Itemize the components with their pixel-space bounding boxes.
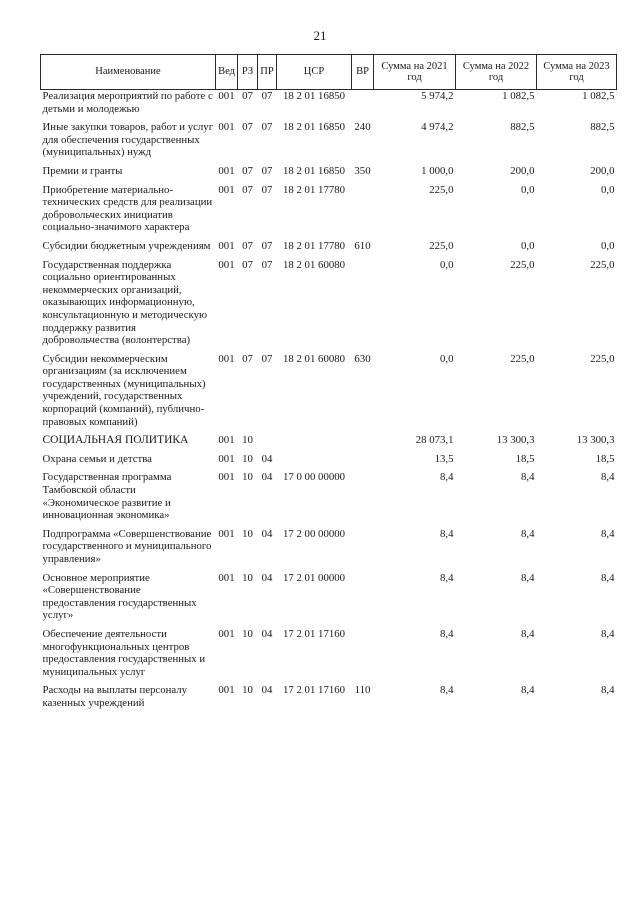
cell-sum-2021: 4 974,2 — [421, 121, 454, 134]
cell-rz: 10 — [242, 452, 253, 465]
cell-csr: 17 0 00 00000 — [282, 471, 346, 484]
cell-pr: 04 — [261, 471, 273, 484]
cell-sum-2023: 1 082,5 — [582, 90, 615, 102]
cell-sum-2023: 8,4 — [601, 527, 615, 540]
header-name: Наименование — [41, 55, 216, 90]
cell-sum-2021: 0,0 — [440, 258, 454, 271]
cell-rz: 10 — [242, 434, 253, 447]
cell-ved: 001 — [218, 452, 235, 465]
cell-pr: 04 — [261, 627, 273, 640]
cell-sum-2023: 8,4 — [601, 571, 615, 584]
cell-ved: 001 — [218, 352, 235, 365]
cell-sum-2022: 200,0 — [510, 164, 535, 177]
cell-name: Основное мероприятие «Совершенствование предоставления государственных услуг» — [42, 571, 197, 622]
cell-ved: 001 — [218, 239, 235, 252]
cell-sum-2021: 8,4 — [440, 471, 454, 484]
budget-table — [40, 54, 617, 716]
cell-vr: 610 — [354, 239, 371, 252]
cell-ved: 001 — [218, 434, 235, 447]
cell-name: Реализация мероприятий по работе с детьми и молодежью — [42, 90, 213, 115]
cell-ved: 001 — [218, 90, 235, 102]
cell-sum-2021: 8,4 — [440, 684, 454, 697]
table-row — [41, 572, 617, 628]
cell-pr: 07 — [261, 183, 273, 196]
cell-vr: 110 — [354, 684, 371, 697]
cell-sum-2021: 13,5 — [434, 452, 454, 465]
cell-csr: 17 2 01 00000 — [282, 571, 346, 584]
cell-ved: 001 — [218, 527, 235, 540]
cell-rz: 07 — [242, 90, 253, 102]
cell-name: СОЦИАЛЬНАЯ ПОЛИТИКА — [42, 434, 189, 447]
cell-pr: 07 — [261, 121, 273, 134]
cell-sum-2021: 8,4 — [440, 527, 454, 540]
cell-sum-2022: 8,4 — [521, 627, 535, 640]
cell-name: Подпрограмма «Совершенствование государственного и муниципального управления» — [42, 527, 212, 565]
header-pr: ПР — [258, 55, 277, 90]
cell-sum-2021: 225,0 — [429, 183, 454, 196]
cell-pr: 07 — [261, 352, 273, 365]
cell-sum-2023: 8,4 — [601, 627, 615, 640]
cell-vr: 350 — [354, 164, 371, 177]
cell-sum-2022: 0,0 — [521, 183, 535, 196]
cell-pr: 04 — [261, 684, 273, 697]
cell-sum-2021: 1 000,0 — [421, 164, 454, 177]
cell-sum-2022: 0,0 — [521, 239, 535, 252]
cell-vr — [352, 628, 374, 684]
table-row — [41, 434, 617, 453]
cell-sum-2022: 8,4 — [521, 527, 535, 540]
cell-vr — [352, 184, 374, 240]
cell-csr: 18 2 01 60080 — [282, 352, 346, 365]
cell-csr: 18 2 01 16850 — [282, 90, 346, 102]
cell-vr: 240 — [354, 121, 371, 134]
cell-sum-2022: 225,0 — [510, 352, 535, 365]
table-row — [41, 259, 617, 353]
cell-sum-2023: 225,0 — [590, 258, 615, 271]
header-sum-2022: Сумма на 2022 год — [456, 55, 537, 90]
cell-csr: 18 2 01 60080 — [282, 258, 346, 271]
cell-sum-2022: 225,0 — [510, 258, 535, 271]
cell-vr — [352, 572, 374, 628]
cell-vr — [352, 90, 374, 122]
cell-sum-2021: 225,0 — [429, 239, 454, 252]
cell-sum-2023: 225,0 — [590, 352, 615, 365]
table-row — [41, 453, 617, 472]
cell-pr: 04 — [261, 571, 273, 584]
cell-name: Субсидии некоммерческим организациям (за исключением государственных (муниципальных) учреждений, государственных корпораций (компаний), публично-правовых компаний) — [42, 352, 206, 428]
cell-rz: 07 — [242, 352, 253, 365]
table-row — [41, 121, 617, 165]
cell-csr: 18 2 01 16850 — [282, 164, 346, 177]
cell-ved: 001 — [218, 164, 235, 177]
cell-sum-2022: 8,4 — [521, 571, 535, 584]
header-sum-2021: Сумма на 2021 год — [374, 55, 456, 90]
cell-pr: 07 — [261, 258, 273, 271]
cell-name: Государственная поддержка социально ориентированных некоммерческих организаций, оказывающих информационную, консультационную и методическую поддержку развития добровольчества (волонтерства) — [42, 258, 208, 347]
cell-csr — [277, 434, 352, 453]
cell-name: Расходы на выплаты персоналу казенных учреждений — [42, 684, 188, 709]
page-number: 21 — [313, 28, 327, 43]
table-row — [41, 90, 617, 122]
cell-pr: 07 — [261, 239, 273, 252]
cell-ved: 001 — [218, 258, 235, 271]
cell-sum-2023: 882,5 — [590, 121, 615, 134]
cell-name: Премии и гранты — [42, 164, 123, 177]
cell-sum-2023: 8,4 — [601, 684, 615, 697]
cell-sum-2022: 8,4 — [521, 684, 535, 697]
cell-rz: 10 — [242, 627, 253, 640]
cell-csr — [277, 453, 352, 472]
cell-rz: 10 — [242, 471, 253, 484]
cell-vr: 630 — [354, 352, 371, 365]
table-row — [41, 165, 617, 184]
cell-sum-2022: 8,4 — [521, 471, 535, 484]
table-header-row — [41, 55, 617, 90]
header-csr: ЦСР — [277, 55, 352, 90]
cell-pr: 07 — [261, 90, 273, 102]
header-vr: ВР — [352, 55, 374, 90]
cell-pr: 04 — [261, 527, 273, 540]
cell-name: Иные закупки товаров, работ и услуг для обеспечения государственных (муниципальных) нужд — [42, 121, 214, 159]
cell-ved: 001 — [218, 471, 235, 484]
cell-sum-2023: 0,0 — [601, 239, 615, 252]
table-row — [41, 628, 617, 684]
cell-pr: 07 — [261, 164, 273, 177]
table-row — [41, 471, 617, 527]
cell-csr: 17 2 00 00000 — [282, 527, 346, 540]
cell-sum-2023: 0,0 — [601, 183, 615, 196]
cell-csr: 18 2 01 17780 — [282, 183, 346, 196]
cell-ved: 001 — [218, 571, 235, 584]
cell-rz: 07 — [242, 239, 253, 252]
cell-ved: 001 — [218, 627, 235, 640]
table-row — [41, 528, 617, 572]
cell-sum-2021: 8,4 — [440, 627, 454, 640]
cell-sum-2023: 13 300,3 — [576, 434, 615, 447]
cell-vr — [352, 453, 374, 472]
cell-sum-2021: 28 073,1 — [415, 434, 454, 447]
cell-rz: 10 — [242, 571, 253, 584]
cell-vr — [352, 434, 374, 453]
cell-vr — [352, 471, 374, 527]
header-sum-2023: Сумма на 2023 год — [537, 55, 617, 90]
cell-rz: 07 — [242, 183, 253, 196]
cell-pr: 04 — [261, 452, 273, 465]
cell-sum-2022: 18,5 — [515, 452, 535, 465]
cell-name: Субсидии бюджетным учреждениям — [42, 239, 211, 252]
cell-rz: 07 — [242, 258, 253, 271]
cell-vr — [352, 259, 374, 353]
cell-name: Приобретение материально-технических средств для реализации добровольческих инициатив социально-значимого характера — [42, 183, 213, 234]
cell-pr — [258, 434, 277, 453]
cell-name: Государственная программа Тамбовской области «Экономическое развитие и инновационная экономика» — [42, 471, 172, 522]
cell-csr: 18 2 01 17780 — [282, 239, 346, 252]
cell-ved: 001 — [218, 183, 235, 196]
cell-csr: 18 2 01 16850 — [282, 121, 346, 134]
cell-sum-2021: 8,4 — [440, 571, 454, 584]
cell-name: Обеспечение деятельности многофункциональных центров предоставления государственных и муниципальных услуг — [42, 627, 206, 678]
table-row — [41, 353, 617, 435]
cell-ved: 001 — [218, 684, 235, 697]
cell-rz: 10 — [242, 527, 253, 540]
cell-sum-2023: 18,5 — [595, 452, 615, 465]
cell-rz: 07 — [242, 164, 253, 177]
cell-sum-2022: 882,5 — [510, 121, 535, 134]
table-row — [41, 684, 617, 715]
table-row — [41, 184, 617, 240]
cell-ved: 001 — [218, 121, 235, 134]
cell-name: Охрана семьи и детства — [42, 452, 152, 465]
cell-sum-2023: 200,0 — [590, 164, 615, 177]
cell-sum-2022: 1 082,5 — [502, 90, 535, 102]
cell-csr: 17 2 01 17160 — [282, 684, 346, 697]
cell-sum-2022: 13 300,3 — [496, 434, 535, 447]
header-ved: Вед — [216, 55, 238, 90]
cell-rz: 10 — [242, 684, 253, 697]
cell-sum-2023: 8,4 — [601, 471, 615, 484]
table-row — [41, 240, 617, 259]
cell-rz: 07 — [242, 121, 253, 134]
cell-sum-2021: 0,0 — [440, 352, 454, 365]
cell-sum-2021: 5 974,2 — [421, 90, 454, 102]
cell-vr — [352, 528, 374, 572]
header-rz: РЗ — [238, 55, 258, 90]
cell-csr: 17 2 01 17160 — [282, 627, 346, 640]
